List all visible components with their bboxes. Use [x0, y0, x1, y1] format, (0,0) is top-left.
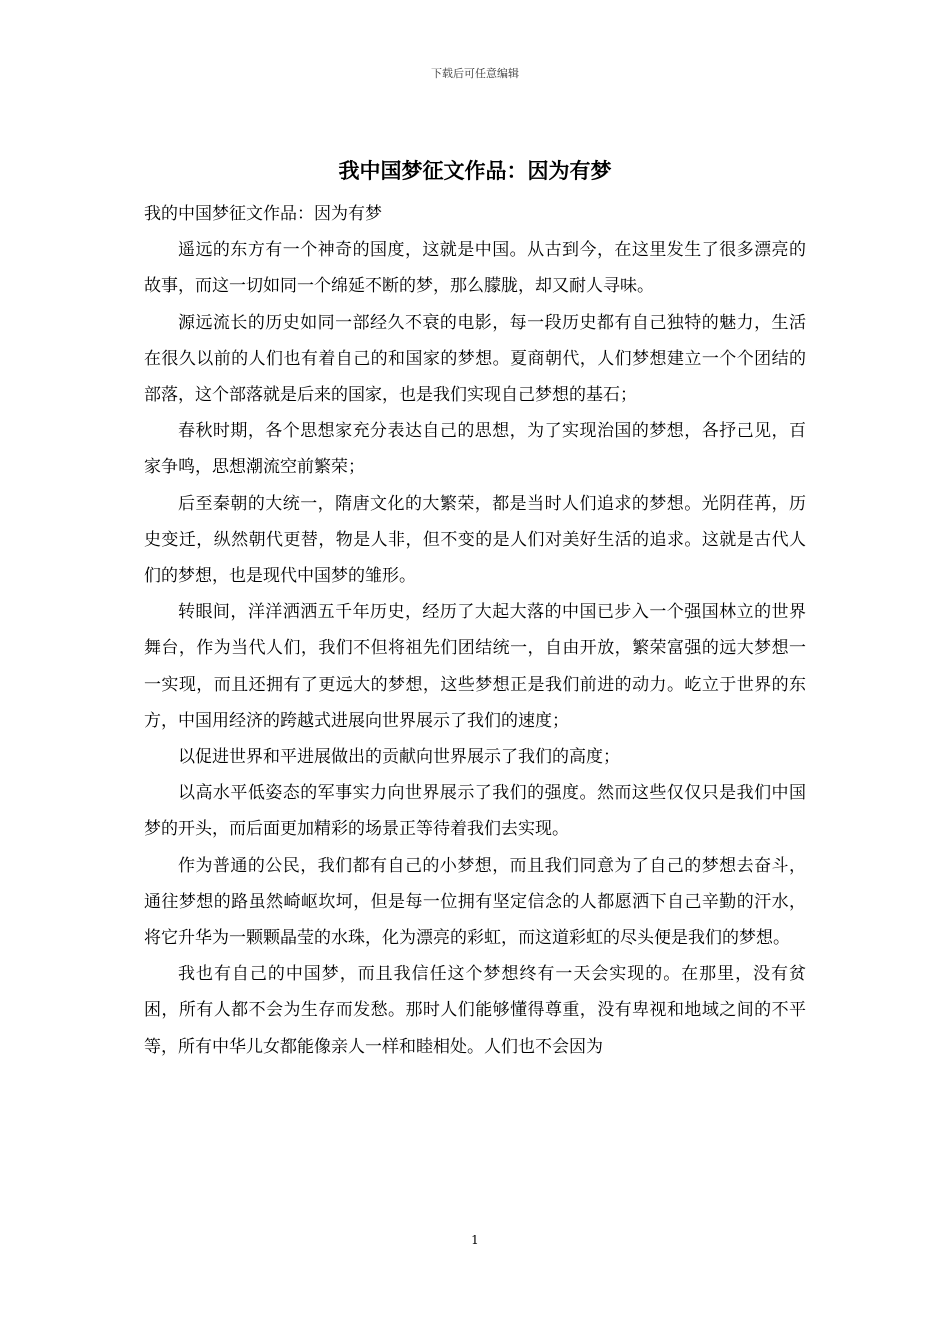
paragraph: 春秋时期，各个思想家充分表达自己的思想，为了实现治国的梦想，各抒己见，百家争鸣，思想潮流空前繁荣； — [144, 421, 806, 478]
paragraph: 我也有自己的中国梦，而且我信任这个梦想终有一天会实现的。在那里，没有贫困，所有人都不会为生存而发愁。那时人们能够懂得尊重，没有卑视和地域之间的不平等，所有中华儿女都能像亲人一样和睦相处。人们也不会因为 — [144, 964, 806, 1057]
paragraph: 转眼间，洋洋洒洒五千年历史，经历了大起大落的中国已步入一个强国林立的世界舞台，作为当代人们，我们不但将祖先们团结统一，自由开放，繁荣富强的远大梦想一一实现，而且还拥有了更远大的梦想，这些梦想正是我们前进的动力。屹立于世界的东方，中国用经济的跨越式进展向世界展示了我们的速度； — [144, 602, 806, 731]
document-title: 我中国梦征文作品：因为有梦 — [338, 158, 612, 183]
paragraph: 作为普通的公民，我们都有自己的小梦想，而且我们同意为了自己的梦想去奋斗，通往梦想的路虽然崎岖坎坷，但是每一位拥有坚定信念的人都愿洒下自己辛勤的汗水，将它升华为一颗颗晶莹的水珠，化为漂亮的彩虹，而这道彩虹的尽头便是我们的梦想。 — [144, 855, 806, 949]
paragraph: 后至秦朝的大统一，隋唐文化的大繁荣，都是当时人们追求的梦想。光阴荏苒，历史变迁，纵然朝代更替，物是人非，但不变的是人们对美好生活的追求。这就是古代人们的梦想，也是现代中国梦的雏形。 — [144, 493, 806, 587]
paragraph: 源远流长的历史如同一部经久不衰的电影，每一段历史都有自己独特的魅力，生活在很久以前的人们也有着自己的和国家的梦想。夏商朝代，人们梦想建立一个个团结的部落，这个部落就是后来的国家，也是我们实现自己梦想的基石； — [144, 312, 806, 406]
document-subtitle: 我的中国梦征文作品：因为有梦 — [144, 204, 382, 224]
document-body — [144, 196, 806, 1065]
paragraph: 遥远的东方有一个神奇的国度，这就是中国。从古到今，在这里发生了很多漂亮的故事，而这一切如同一个绵延不断的梦，那么朦胧，却又耐人寻味。 — [144, 240, 806, 297]
paragraph: 以促进世界和平进展做出的贡献向世界展示了我们的高度； — [178, 747, 620, 768]
page-header-note: 下载后可任意编辑 — [431, 67, 519, 80]
paragraph: 以高水平低姿态的军事实力向世界展示了我们的强度。然而这些仅仅只是我们中国梦的开头，而后面更加精彩的场景正等待着我们去实现。 — [144, 783, 806, 840]
page-number: 1 — [471, 1233, 479, 1247]
